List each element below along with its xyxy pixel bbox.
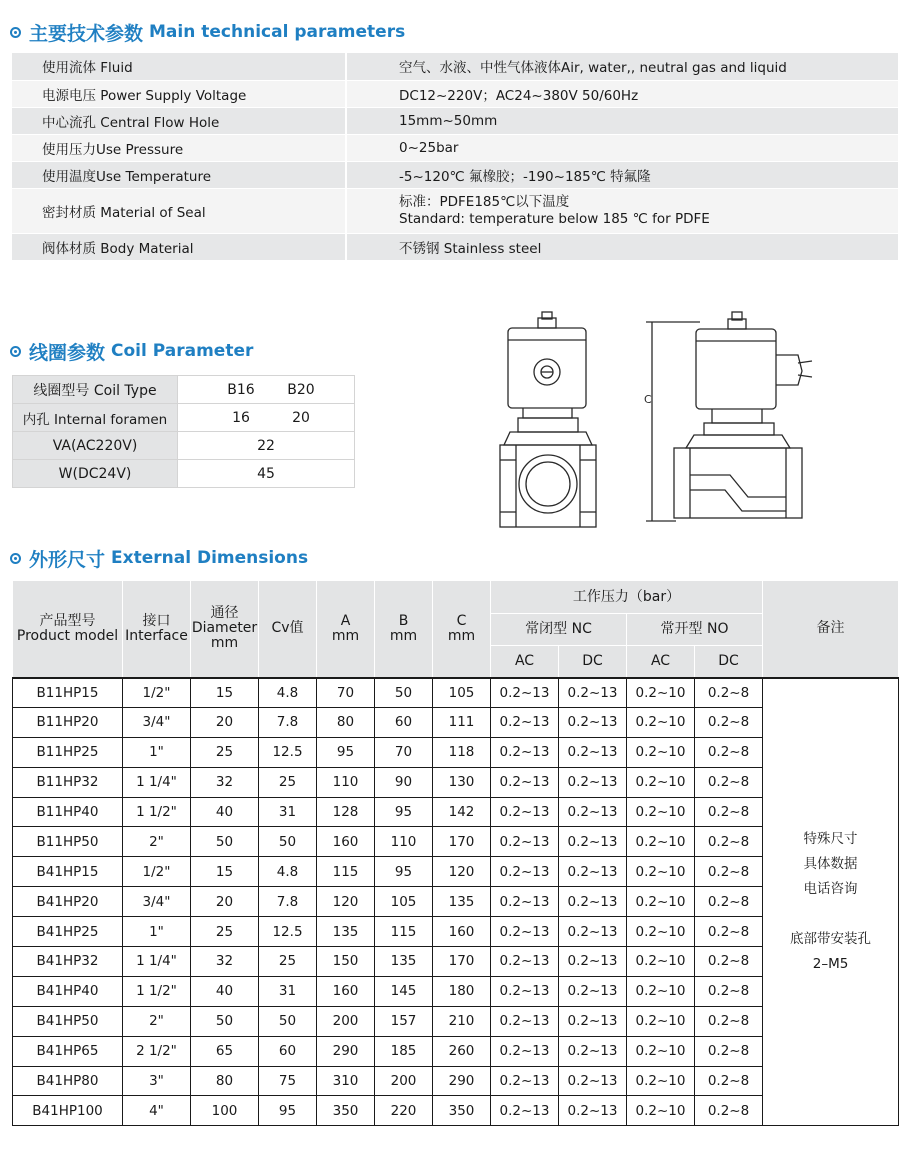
cell-nc-dc: 0.2~13	[559, 976, 627, 1006]
header-a	[317, 581, 375, 678]
param-label: 使用压力Use Pressure	[12, 134, 346, 161]
cell-c: 160	[433, 917, 491, 947]
cell-cv: 31	[259, 976, 317, 1006]
main-params-title-en: Main technical parameters	[149, 22, 406, 42]
coil-title-en: Coil Parameter	[111, 341, 254, 361]
cell-interface: 1 1/2"	[123, 797, 191, 827]
cell-no-dc: 0.2~8	[695, 917, 763, 947]
cell-no-ac: 0.2~10	[627, 1036, 695, 1066]
cell-nc-ac: 0.2~13	[491, 857, 559, 887]
header-diameter-cn: 通径	[210, 605, 239, 622]
cell-diameter: 65	[191, 1036, 259, 1066]
dims-title-cn: 外形尺寸	[29, 548, 106, 571]
cell-a: 95	[317, 737, 375, 767]
cell-diameter: 20	[191, 707, 259, 737]
header-model	[13, 581, 123, 678]
cell-cv: 12.5	[259, 737, 317, 767]
cell-diameter: 15	[191, 678, 259, 708]
cell-nc-dc: 0.2~13	[559, 1036, 627, 1066]
cell-model: B41HP65	[13, 1036, 123, 1066]
cell-no-ac: 0.2~10	[627, 707, 695, 737]
cell-model: B41HP32	[13, 947, 123, 977]
param-value: 不锈钢 Stainless steel	[346, 233, 898, 260]
cell-no-dc: 0.2~8	[695, 947, 763, 977]
cell-no-ac: 0.2~10	[627, 767, 695, 797]
main-params-title-cn: 主要技术参数	[29, 22, 144, 45]
table-row	[13, 678, 899, 708]
dims-heading	[10, 545, 308, 571]
param-label: 使用温度Use Temperature	[12, 161, 346, 188]
cell-cv: 95	[259, 1096, 317, 1126]
cell-a: 200	[317, 1006, 375, 1036]
cell-diameter: 25	[191, 737, 259, 767]
coil-value-1: B16	[227, 381, 255, 398]
cell-model: B41HP50	[13, 1006, 123, 1036]
cell-model: B11HP50	[13, 827, 123, 857]
header-interface	[123, 581, 191, 678]
cell-no-ac: 0.2~10	[627, 1006, 695, 1036]
param-value-line2: Standard: temperature below 185 ℃ for PDFE	[399, 210, 710, 227]
cell-model: B11HP40	[13, 797, 123, 827]
cell-b: 110	[375, 827, 433, 857]
valve-front-drawing	[488, 285, 628, 535]
dimension-c-label: C	[644, 393, 652, 406]
cell-nc-dc: 0.2~13	[559, 857, 627, 887]
param-row	[12, 53, 898, 80]
cell-nc-dc: 0.2~13	[559, 707, 627, 737]
cell-interface: 3"	[123, 1066, 191, 1096]
cell-nc-dc: 0.2~13	[559, 827, 627, 857]
remark-line: 2–M5	[812, 955, 849, 972]
param-value: 15mm~50mm	[346, 107, 898, 134]
param-value: 空气、水液、中性气体液体Air, water,, neutral gas and liquid	[346, 53, 898, 80]
cell-a: 290	[317, 1036, 375, 1066]
param-value: 0~25bar	[346, 134, 898, 161]
param-row	[12, 188, 898, 233]
cell-nc-dc: 0.2~13	[559, 1006, 627, 1036]
header-diameter-unit: mm	[210, 635, 239, 652]
cell-diameter: 80	[191, 1066, 259, 1096]
cell-no-ac: 0.2~10	[627, 737, 695, 767]
cell-no-dc: 0.2~8	[695, 737, 763, 767]
param-value: -5~120℃ 氟橡胶；-190~185℃ 特氟隆	[346, 161, 898, 188]
cell-a: 128	[317, 797, 375, 827]
cell-interface: 2"	[123, 827, 191, 857]
cell-nc-ac: 0.2~13	[491, 947, 559, 977]
header-b	[375, 581, 433, 678]
cell-a: 350	[317, 1096, 375, 1126]
bullet-icon	[10, 553, 21, 564]
dims-title-en: External Dimensions	[111, 548, 309, 568]
cell-model: B41HP20	[13, 887, 123, 917]
cell-nc-dc: 0.2~13	[559, 678, 627, 708]
cell-interface: 3/4"	[123, 707, 191, 737]
cell-no-dc: 0.2~8	[695, 1096, 763, 1126]
cell-interface: 3/4"	[123, 887, 191, 917]
cell-no-ac: 0.2~10	[627, 1066, 695, 1096]
coil-table	[12, 375, 355, 488]
remark-line	[763, 902, 898, 927]
header-remark: 备注	[763, 581, 899, 678]
cell-b: 145	[375, 976, 433, 1006]
coil-label: VA(AC220V)	[13, 432, 178, 460]
cell-a: 115	[317, 857, 375, 887]
cell-nc-dc: 0.2~13	[559, 767, 627, 797]
cell-b: 200	[375, 1066, 433, 1096]
cell-diameter: 40	[191, 976, 259, 1006]
coil-row	[13, 404, 355, 432]
remark-line: 特殊尺寸	[803, 830, 858, 847]
cell-model: B11HP15	[13, 678, 123, 708]
cell-nc-dc: 0.2~13	[559, 737, 627, 767]
remark-line: 底部带安装孔	[790, 930, 872, 947]
coil-value-2: B20	[287, 381, 315, 398]
cell-interface: 1"	[123, 917, 191, 947]
cell-a: 310	[317, 1066, 375, 1096]
cell-cv: 7.8	[259, 707, 317, 737]
cell-no-dc: 0.2~8	[695, 1066, 763, 1096]
header-no-ac: AC	[627, 646, 695, 678]
cell-interface: 1/2"	[123, 857, 191, 887]
cell-c: 142	[433, 797, 491, 827]
header-interface-en: Interface	[125, 627, 188, 644]
cell-cv: 4.8	[259, 678, 317, 708]
cell-b: 70	[375, 737, 433, 767]
header-b-label: B	[398, 612, 409, 629]
cell-b: 135	[375, 947, 433, 977]
cell-interface: 2"	[123, 1006, 191, 1036]
header-diameter-en: Diameter	[191, 620, 258, 637]
cell-b: 95	[375, 797, 433, 827]
cell-no-dc: 0.2~8	[695, 887, 763, 917]
cell-c: 210	[433, 1006, 491, 1036]
cell-interface: 1 1/4"	[123, 767, 191, 797]
cell-cv: 7.8	[259, 887, 317, 917]
cell-nc-ac: 0.2~13	[491, 1036, 559, 1066]
cell-interface: 4"	[123, 1096, 191, 1126]
cell-no-ac: 0.2~10	[627, 827, 695, 857]
header-cv: Cv值	[259, 581, 317, 678]
cell-c: 130	[433, 767, 491, 797]
param-value: DC12~220V；AC24~380V 50/60Hz	[346, 80, 898, 107]
remark-line: 具体数据	[803, 855, 858, 872]
cell-a: 110	[317, 767, 375, 797]
cell-a: 120	[317, 887, 375, 917]
cell-nc-ac: 0.2~13	[491, 767, 559, 797]
dimensions-body	[13, 678, 899, 1126]
cell-nc-ac: 0.2~13	[491, 976, 559, 1006]
header-no: 常开型 NO	[627, 614, 763, 646]
cell-no-dc: 0.2~8	[695, 976, 763, 1006]
cell-cv: 60	[259, 1036, 317, 1066]
cell-nc-ac: 0.2~13	[491, 707, 559, 737]
cell-no-ac: 0.2~10	[627, 797, 695, 827]
cell-a: 160	[317, 827, 375, 857]
cell-nc-ac: 0.2~13	[491, 737, 559, 767]
coil-value: 45	[178, 460, 355, 488]
cell-no-ac: 0.2~10	[627, 678, 695, 708]
coil-row	[13, 432, 355, 460]
coil-value-2: 20	[292, 409, 310, 426]
cell-c: 105	[433, 678, 491, 708]
remark-line: 电话咨询	[803, 880, 858, 897]
cell-no-ac: 0.2~10	[627, 947, 695, 977]
cell-nc-dc: 0.2~13	[559, 1096, 627, 1126]
coil-label: W(DC24V)	[13, 460, 178, 488]
cell-nc-ac: 0.2~13	[491, 827, 559, 857]
cell-interface: 1"	[123, 737, 191, 767]
coil-value: 22	[178, 432, 355, 460]
coil-heading	[10, 338, 253, 364]
cell-diameter: 32	[191, 947, 259, 977]
cell-nc-dc: 0.2~13	[559, 1066, 627, 1096]
cell-nc-ac: 0.2~13	[491, 887, 559, 917]
cell-no-dc: 0.2~8	[695, 1036, 763, 1066]
coil-row	[13, 460, 355, 488]
cell-model: B41HP100	[13, 1096, 123, 1126]
cell-nc-dc: 0.2~13	[559, 917, 627, 947]
cell-diameter: 40	[191, 797, 259, 827]
main-params-heading	[10, 19, 405, 45]
header-model-en: Product model	[16, 627, 119, 644]
header-nc-ac: AC	[491, 646, 559, 678]
cell-no-ac: 0.2~10	[627, 976, 695, 1006]
cell-nc-ac: 0.2~13	[491, 1066, 559, 1096]
cell-no-dc: 0.2~8	[695, 797, 763, 827]
cell-no-dc: 0.2~8	[695, 678, 763, 708]
cell-diameter: 100	[191, 1096, 259, 1126]
param-label: 电源电压 Power Supply Voltage	[12, 80, 346, 107]
cell-c: 118	[433, 737, 491, 767]
coil-label: 内孔 Internal foramen	[13, 404, 178, 432]
cell-b: 157	[375, 1006, 433, 1036]
param-label: 中心流孔 Central Flow Hole	[12, 107, 346, 134]
param-value	[346, 188, 898, 233]
cell-diameter: 20	[191, 887, 259, 917]
cell-diameter: 50	[191, 827, 259, 857]
cell-no-dc: 0.2~8	[695, 767, 763, 797]
cell-cv: 50	[259, 827, 317, 857]
cell-diameter: 15	[191, 857, 259, 887]
cell-no-dc: 0.2~8	[695, 857, 763, 887]
cell-nc-dc: 0.2~13	[559, 947, 627, 977]
remark-cell	[763, 678, 899, 1126]
cell-a: 135	[317, 917, 375, 947]
cell-no-ac: 0.2~10	[627, 1096, 695, 1126]
cell-nc-ac: 0.2~13	[491, 678, 559, 708]
cell-diameter: 25	[191, 917, 259, 947]
header-interface-cn: 接口	[142, 612, 171, 629]
cell-c: 135	[433, 887, 491, 917]
cell-no-dc: 0.2~8	[695, 707, 763, 737]
param-label: 密封材质 Material of Seal	[12, 188, 346, 233]
cell-b: 50	[375, 678, 433, 708]
bullet-icon	[10, 346, 21, 357]
cell-b: 220	[375, 1096, 433, 1126]
cell-no-dc: 0.2~8	[695, 1006, 763, 1036]
cell-nc-ac: 0.2~13	[491, 1006, 559, 1036]
param-label: 阀体材质 Body Material	[12, 233, 346, 260]
coil-title-cn: 线圈参数	[29, 341, 106, 364]
cell-a: 150	[317, 947, 375, 977]
param-row	[12, 134, 898, 161]
header-c	[433, 581, 491, 678]
header-nc: 常闭型 NC	[491, 614, 627, 646]
cell-diameter: 50	[191, 1006, 259, 1036]
cell-b: 185	[375, 1036, 433, 1066]
cell-a: 160	[317, 976, 375, 1006]
param-row	[12, 233, 898, 260]
cell-b: 95	[375, 857, 433, 887]
cell-cv: 75	[259, 1066, 317, 1096]
cell-nc-ac: 0.2~13	[491, 1096, 559, 1126]
cell-interface: 1 1/4"	[123, 947, 191, 977]
cell-c: 350	[433, 1096, 491, 1126]
header-a-label: A	[340, 612, 351, 629]
param-row	[12, 107, 898, 134]
bullet-icon	[10, 27, 21, 38]
header-c-unit: mm	[447, 627, 476, 644]
cell-b: 60	[375, 707, 433, 737]
cell-c: 170	[433, 947, 491, 977]
cell-interface: 1/2"	[123, 678, 191, 708]
coil-row	[13, 376, 355, 404]
cell-cv: 4.8	[259, 857, 317, 887]
cell-c: 111	[433, 707, 491, 737]
cell-cv: 25	[259, 767, 317, 797]
coil-value	[178, 376, 355, 404]
cell-c: 290	[433, 1066, 491, 1096]
main-params-table	[12, 53, 898, 261]
cell-model: B41HP15	[13, 857, 123, 887]
cell-no-dc: 0.2~8	[695, 827, 763, 857]
cell-no-ac: 0.2~10	[627, 917, 695, 947]
cell-model: B11HP20	[13, 707, 123, 737]
cell-cv: 31	[259, 797, 317, 827]
header-a-unit: mm	[331, 627, 360, 644]
header-no-dc: DC	[695, 646, 763, 678]
cell-b: 105	[375, 887, 433, 917]
param-value-line1: 标准：PDFE185℃以下温度	[399, 193, 570, 210]
cell-c: 260	[433, 1036, 491, 1066]
header-b-unit: mm	[389, 627, 418, 644]
dimensions-table	[12, 580, 899, 1126]
header-nc-dc: DC	[559, 646, 627, 678]
cell-cv: 12.5	[259, 917, 317, 947]
cell-no-ac: 0.2~10	[627, 857, 695, 887]
cell-no-ac: 0.2~10	[627, 887, 695, 917]
cell-nc-dc: 0.2~13	[559, 797, 627, 827]
cell-cv: 50	[259, 1006, 317, 1036]
param-label: 使用流体 Fluid	[12, 53, 346, 80]
cell-model: B41HP25	[13, 917, 123, 947]
cell-c: 170	[433, 827, 491, 857]
cell-model: B41HP80	[13, 1066, 123, 1096]
header-c-label: C	[456, 612, 467, 629]
coil-value	[178, 404, 355, 432]
coil-value-1: 16	[232, 409, 250, 426]
header-model-cn: 产品型号	[39, 612, 96, 629]
cell-b: 115	[375, 917, 433, 947]
cell-nc-ac: 0.2~13	[491, 917, 559, 947]
cell-model: B41HP40	[13, 976, 123, 1006]
cell-cv: 25	[259, 947, 317, 977]
cell-a: 70	[317, 678, 375, 708]
cell-interface: 2 1/2"	[123, 1036, 191, 1066]
cell-nc-dc: 0.2~13	[559, 887, 627, 917]
cell-model: B11HP32	[13, 767, 123, 797]
cell-nc-ac: 0.2~13	[491, 797, 559, 827]
cell-c: 120	[433, 857, 491, 887]
header-pressure: 工作压力（bar）	[491, 581, 763, 614]
cell-diameter: 32	[191, 767, 259, 797]
cell-a: 80	[317, 707, 375, 737]
cell-interface: 1 1/2"	[123, 976, 191, 1006]
param-row	[12, 161, 898, 188]
coil-label: 线圈型号 Coil Type	[13, 376, 178, 404]
header-diameter	[191, 581, 259, 678]
valve-side-drawing	[630, 285, 830, 535]
cell-b: 90	[375, 767, 433, 797]
cell-model: B11HP25	[13, 737, 123, 767]
param-row	[12, 80, 898, 107]
cell-c: 180	[433, 976, 491, 1006]
